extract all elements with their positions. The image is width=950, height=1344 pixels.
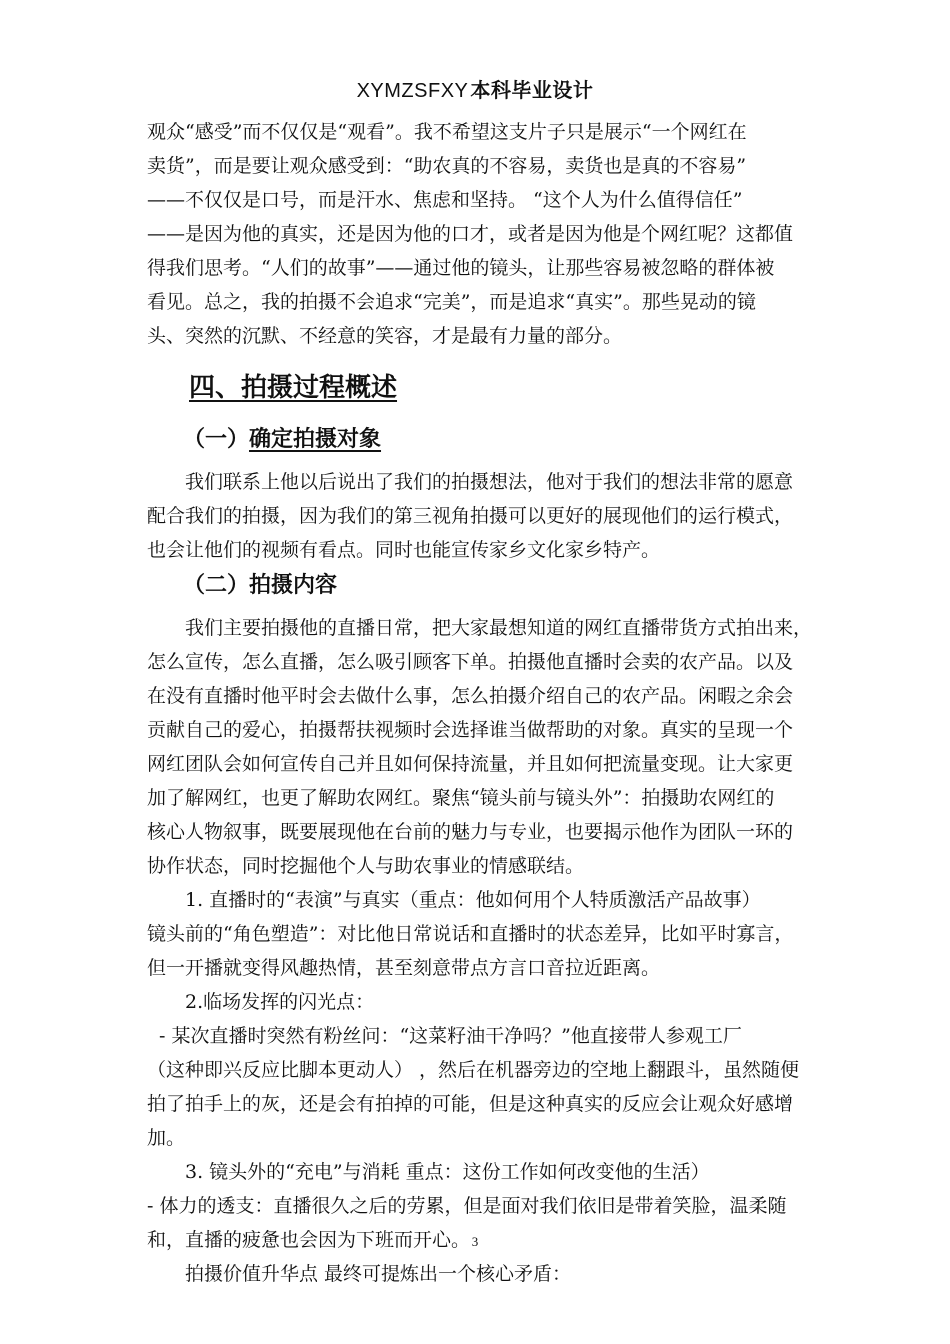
paragraph-line: 观众“感受”而不仅仅是“观看”。我不希望这支片子只是展示“一个网红在 (147, 121, 747, 143)
paragraph-line: 网红团队会如何宣传自己并且如何保持流量，并且如何把流量变现。让大家更 (147, 753, 794, 775)
paragraph-line: 也会让他们的视频有看点。同时也能宣传家乡文化家乡特产。 (147, 539, 661, 561)
paragraph-line: 头、突然的沉默、不经意的笑容，才是最有力量的部分。 (147, 325, 623, 347)
header-code: XYMZSFXY (356, 80, 469, 102)
subsection-number: （二） (183, 573, 250, 598)
paragraph-line: 我们主要拍摄他的直播日常，把大家最想知道的网红直播带货方式拍出来， (185, 617, 813, 639)
item-heading: 2.临场发挥的闪光点： (185, 991, 375, 1013)
paragraph-line: - 体力的透支：直播很久之后的劳累，但是面对我们依旧是带着笑脸，温柔随 (147, 1195, 787, 1217)
page-header (0, 74, 950, 103)
section-number: 四、 (189, 373, 242, 403)
paragraph-line: ——不仅仅是口号，而是汗水、焦虑和坚持。 “这个人为什么值得信任” (147, 189, 743, 211)
paragraph-line: 镜头前的“角色塑造”：对比他日常说话和直播时的状态差异，比如平时寡言， (147, 923, 794, 945)
paragraph-line: 加了解网红，也更了解助农网红。聚焦“镜头前与镜头外”：拍摄助农网红的 (147, 787, 775, 809)
paragraph-line: ——是因为他的真实，还是因为他的口才，或者是因为他是个网红呢？这都值 (147, 223, 794, 245)
page-number: 3 (471, 1234, 479, 1249)
subsection-heading (183, 569, 809, 603)
subsection-number: （一） (183, 427, 250, 452)
intro-paragraph (147, 115, 809, 353)
paragraph-line: 怎么宣传，怎么直播，怎么吸引顾客下单。拍摄他直播时会卖的农产品。以及 (147, 651, 794, 673)
item-1 (147, 883, 809, 985)
paragraph-line: 配合我们的拍摄，因为我们的第三视角拍摄可以更好的展现他们的运行模式， (147, 505, 794, 527)
paragraph-line: 加。 (147, 1127, 186, 1149)
closing-line: 拍摄价值升华点 最终可提炼出一个核心矛盾： (185, 1263, 572, 1285)
item-heading: 3. 镜头外的“充电”与消耗 重点：这份工作如何改变他的生活） (185, 1161, 710, 1183)
paragraph-line: （这种即兴反应比脚本更动人） ，然后在机器旁边的空地上翻跟斗，虽然随便 (147, 1059, 800, 1081)
sub2-paragraph (147, 611, 813, 883)
item-heading: 1. 直播时的“表演”与真实（重点：他如何用个人特质激活产品故事） (185, 889, 761, 911)
section-title: 拍摄过程概述 (241, 373, 398, 403)
paragraph-line: 卖货”，而是要让观众感受到：“助农真的不容易，卖货也是真的不容易” (147, 155, 747, 177)
paragraph-line: 在没有直播时他平时会去做什么事，怎么拍摄介绍自己的农产品。闲暇之余会 (147, 685, 794, 707)
paragraph-line: 但一开播就变得风趣热情，甚至刻意带点方言口音拉近距离。 (147, 957, 661, 979)
section-heading (189, 371, 809, 405)
paragraph-line: 拍了拍手上的灰，还是会有拍掉的可能，但是这种真实的反应会让观众好感增 (147, 1093, 794, 1115)
subsection-title: 拍摄内容 (249, 573, 338, 598)
paragraph-line: - 某次直播时突然有粉丝问：“这菜籽油干净吗？”他直接带人参观工厂 (159, 1025, 742, 1047)
paragraph-line: 贡献自己的爱心，拍摄帮扶视频时会选择谁当做帮助的对象。真实的呈现一个 (147, 719, 794, 741)
header-title: 本科毕业设计 (470, 78, 594, 102)
paragraph-line: 得我们思考。“人们的故事”——通过他的镜头，让那些容易被忽略的群体被 (147, 257, 775, 279)
document-body (147, 115, 813, 1291)
item-2 (147, 985, 809, 1155)
subsection-title: 确定拍摄对象 (249, 427, 382, 452)
sub1-paragraph (147, 465, 809, 567)
subsection-heading (183, 423, 809, 457)
paragraph-line: 核心人物叙事，既要展现他在台前的魅力与专业，也要揭示他作为团队一环的 (147, 821, 794, 843)
paragraph-line: 和，直播的疲惫也会因为下班而开心。 (147, 1229, 471, 1251)
paragraph-line: 看见。总之，我的拍摄不会追求“完美”，而是追求“真实”。那些晃动的镜 (147, 291, 756, 313)
paragraph-line: 协作状态，同时挖掘他个人与助农事业的情感联结。 (147, 855, 585, 877)
paragraph-line: 我们联系上他以后说出了我们的拍摄想法，他对于我们的想法非常的愿意 (185, 471, 794, 493)
